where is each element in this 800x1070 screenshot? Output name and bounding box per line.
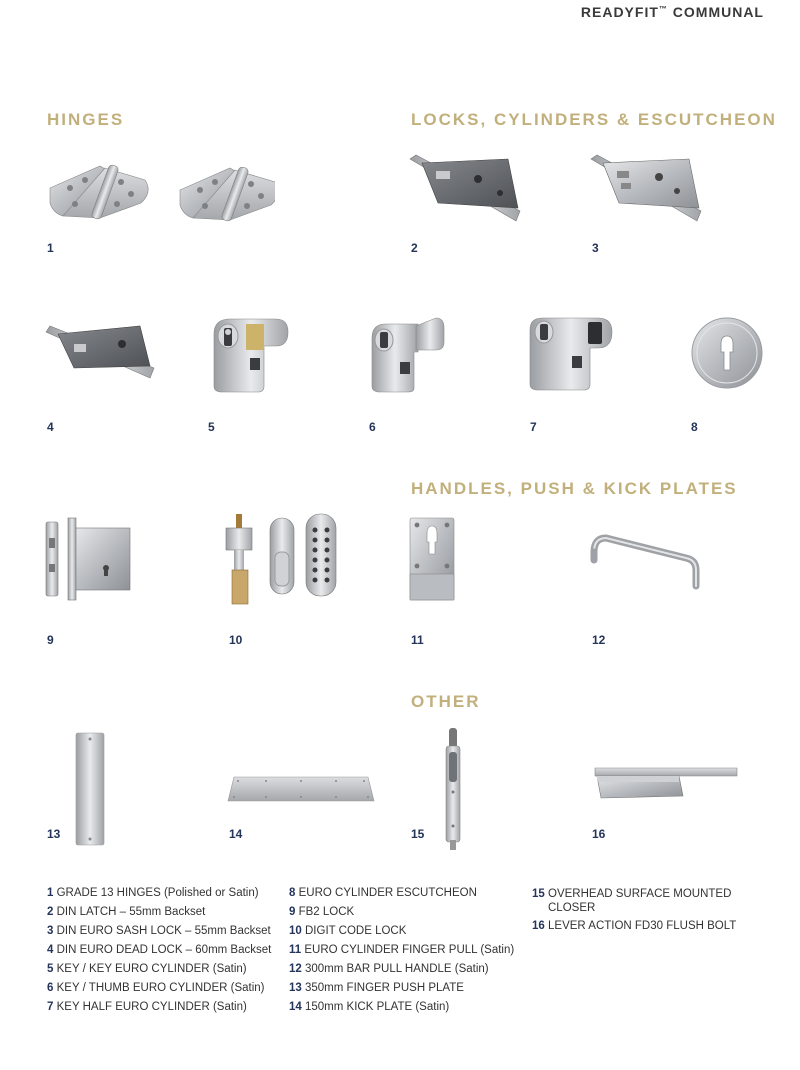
brand-name: READYFIT bbox=[580, 4, 659, 20]
section-title-other: OTHER bbox=[411, 692, 481, 711]
item-number-2: 2 bbox=[411, 241, 418, 255]
item-number-8: 8 bbox=[691, 420, 698, 434]
item-number-11: 11 bbox=[411, 633, 424, 647]
legend-item-3: 3 DIN EURO SASH LOCK – 55mm Backset bbox=[47, 925, 271, 937]
legend-item-15: 15 OVERHEAD SURFACE MOUNTED CLOSER bbox=[532, 888, 732, 914]
item-number-4: 4 bbox=[47, 420, 54, 434]
key-half-euro-cylinder-image bbox=[526, 314, 616, 394]
legend-item-13: 13 350mm FINGER PUSH PLATE bbox=[289, 982, 464, 994]
item-number-1: 1 bbox=[47, 241, 54, 255]
euro-finger-pull-image bbox=[408, 516, 458, 602]
item-number-13: 13 bbox=[47, 827, 61, 841]
legend-item-8: 8 EURO CYLINDER ESCUTCHEON bbox=[289, 887, 477, 899]
item-number-10: 10 bbox=[229, 633, 243, 647]
legend-item-14: 14 150mm KICK PLATE (Satin) bbox=[289, 1001, 450, 1013]
item-number-14: 14 bbox=[229, 827, 243, 841]
key-thumb-euro-cylinder-image bbox=[366, 314, 446, 394]
fb2-lock-image bbox=[44, 516, 134, 601]
din-latch-image bbox=[408, 153, 528, 228]
legend-column-2 bbox=[289, 884, 514, 1017]
legend-item-10: 10 DIGIT CODE LOCK bbox=[289, 925, 407, 937]
din-euro-dead-lock-image bbox=[44, 322, 159, 387]
section-title-hinges: HINGES bbox=[47, 110, 125, 129]
section-title-handles: HANDLES, PUSH & KICK PLATES bbox=[411, 479, 738, 498]
bar-pull-handle-image bbox=[588, 530, 703, 590]
trademark-mark: ™ bbox=[658, 4, 668, 14]
item-number-3: 3 bbox=[592, 241, 599, 255]
item-number-5: 5 bbox=[208, 420, 215, 434]
legend-column-1 bbox=[47, 884, 271, 1017]
legend-item-7: 7 KEY HALF EURO CYLINDER (Satin) bbox=[47, 1001, 247, 1013]
item-number-15: 15 bbox=[411, 827, 425, 841]
section-title-locks: LOCKS, CYLINDERS & ESCUTCHEON bbox=[411, 110, 777, 129]
kick-plate-image bbox=[226, 775, 376, 803]
legend-column-3 bbox=[532, 884, 743, 936]
brand-title bbox=[581, 4, 764, 20]
item-number-9: 9 bbox=[47, 633, 54, 647]
brand-suffix: COMMUNAL bbox=[667, 4, 764, 20]
legend-item-2: 2 DIN LATCH – 55mm Backset bbox=[47, 906, 206, 918]
legend-item-5: 5 KEY / KEY EURO CYLINDER (Satin) bbox=[47, 963, 247, 975]
legend-item-9: 9 FB2 LOCK bbox=[289, 906, 355, 918]
overhead-door-closer-image bbox=[591, 764, 741, 802]
item-number-12: 12 bbox=[592, 633, 606, 647]
key-key-euro-cylinder-image bbox=[208, 314, 293, 394]
legend-item-12: 12 300mm BAR PULL HANDLE (Satin) bbox=[289, 963, 489, 975]
legend-item-1: 1 GRADE 13 HINGES (Polished or Satin) bbox=[47, 887, 259, 899]
legend-item-16: 16 LEVER ACTION FD30 FLUSH BOLT bbox=[532, 920, 737, 932]
hinge-pair-image bbox=[45, 158, 275, 228]
legend-item-4: 4 DIN EURO DEAD LOCK – 60mm Backset bbox=[47, 944, 272, 956]
flush-bolt-image bbox=[443, 726, 463, 852]
item-number-6: 6 bbox=[369, 420, 376, 434]
euro-escutcheon-image bbox=[690, 316, 764, 390]
legend-item-6: 6 KEY / THUMB EURO CYLINDER (Satin) bbox=[47, 982, 265, 994]
item-number-16: 16 bbox=[592, 827, 606, 841]
item-number-7: 7 bbox=[530, 420, 537, 434]
legend-item-11: 11 EURO CYLINDER FINGER PULL (Satin) bbox=[289, 944, 515, 956]
din-euro-sash-lock-image bbox=[589, 153, 709, 228]
finger-push-plate-image bbox=[74, 731, 106, 847]
digit-code-lock-image bbox=[222, 512, 342, 607]
